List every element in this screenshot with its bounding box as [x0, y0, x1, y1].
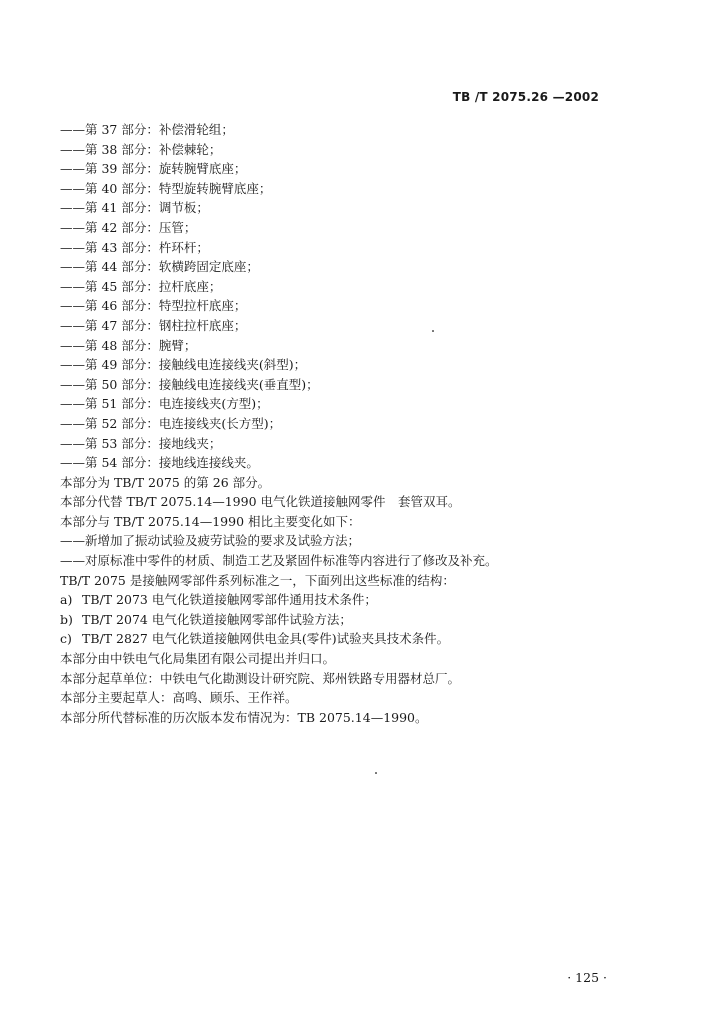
parts-list-item: ——第 44 部分：软横跨固定底座；	[60, 259, 259, 275]
parts-list-item: ——第 41 部分：调节板；	[60, 200, 209, 216]
parts-list-item: ——第 45 部分：拉杆底座；	[60, 278, 222, 294]
parts-list-item: ——第 50 部分：接触线电连接线夹(垂直型)；	[60, 376, 319, 392]
scan-speck	[375, 772, 377, 774]
change-item: ——新增加了振动试验及疲劳试验的要求及试验方法；	[60, 533, 361, 549]
parts-list-item: ——第 38 部分：补偿棘轮；	[60, 141, 222, 157]
parts-list-item: ——第 49 部分：接触线电连接线夹(斜型)；	[60, 357, 307, 373]
parts-list-item: ——第 52 部分：电连接线夹(长方型)；	[60, 415, 282, 431]
page-number: · 125 ·	[567, 970, 607, 985]
parts-list-item: ——第 40 部分：特型旋转腕臂底座；	[60, 180, 272, 196]
drafters-statement: 本部分主要起草人：高鸣、顾乐、王作祥。	[60, 690, 298, 706]
parts-list-item: ——第 43 部分：杵环杆；	[60, 239, 209, 255]
series-item-text: TB/T 2827 电气化铁道接触网供电金具(零件)试验夹具技术条件。	[82, 631, 450, 647]
series-item-text: TB/T 2073 电气化铁道接触网零部件通用技术条件；	[82, 592, 377, 608]
foreword-content	[60, 120, 660, 727]
replaces-statement: 本部分代替 TB/T 2075.14—1990 电气化铁道接触网零件 套管双耳。	[60, 494, 461, 510]
parts-list-item: ——第 54 部分：接地线连接线夹。	[60, 455, 259, 471]
parts-list-item: ——第 47 部分：钢柱拉杆底座；	[60, 317, 247, 333]
parts-list-item: ——第 51 部分：电连接线夹(方型)；	[60, 396, 269, 412]
part-of-statement: 本部分为 TB/T 2075 的第 26 部分。	[60, 474, 271, 490]
drafting-units-statement: 本部分起草单位：中铁电气化勘测设计研究院、郑州铁路专用器材总厂。	[60, 670, 461, 686]
history-statement: 本部分所代替标准的历次版本发布情况为：TB 2075.14—1990。	[60, 709, 428, 725]
change-item: ——对原标准中零件的材质、制造工艺及紧固件标准等内容进行了修改及补充。	[60, 553, 498, 569]
parts-list-item: ——第 42 部分：压管；	[60, 219, 197, 235]
series-item	[60, 629, 660, 649]
series-item-marker: b)	[60, 611, 73, 627]
series-item-marker: a)	[60, 592, 73, 608]
parts-list-item: ——第 53 部分：接地线夹；	[60, 435, 222, 451]
standard-number-header: TB /T 2075.26 —2002	[452, 90, 599, 104]
series-item-text: TB/T 2074 电气化铁道接触网零部件试验方法；	[82, 611, 352, 627]
series-item	[60, 610, 660, 630]
series-item-marker: c)	[60, 631, 72, 647]
scan-speck	[432, 330, 434, 332]
proposer-statement: 本部分由中铁电气化局集团有限公司提出并归口。	[60, 651, 336, 667]
parts-list-item: ——第 39 部分：旋转腕臂底座；	[60, 161, 247, 177]
series-intro: TB/T 2075 是接触网零部件系列标准之一，下面列出这些标准的结构：	[60, 572, 455, 588]
changes-intro: 本部分与 TB/T 2075.14—1990 相比主要变化如下：	[60, 513, 361, 529]
parts-list-item: ——第 48 部分：腕臂；	[60, 337, 197, 353]
parts-list	[60, 120, 660, 473]
series-item	[60, 590, 660, 610]
parts-list-item: ——第 37 部分：补偿滑轮组；	[60, 122, 234, 137]
parts-list-item: ——第 46 部分：特型拉杆底座；	[60, 298, 247, 314]
